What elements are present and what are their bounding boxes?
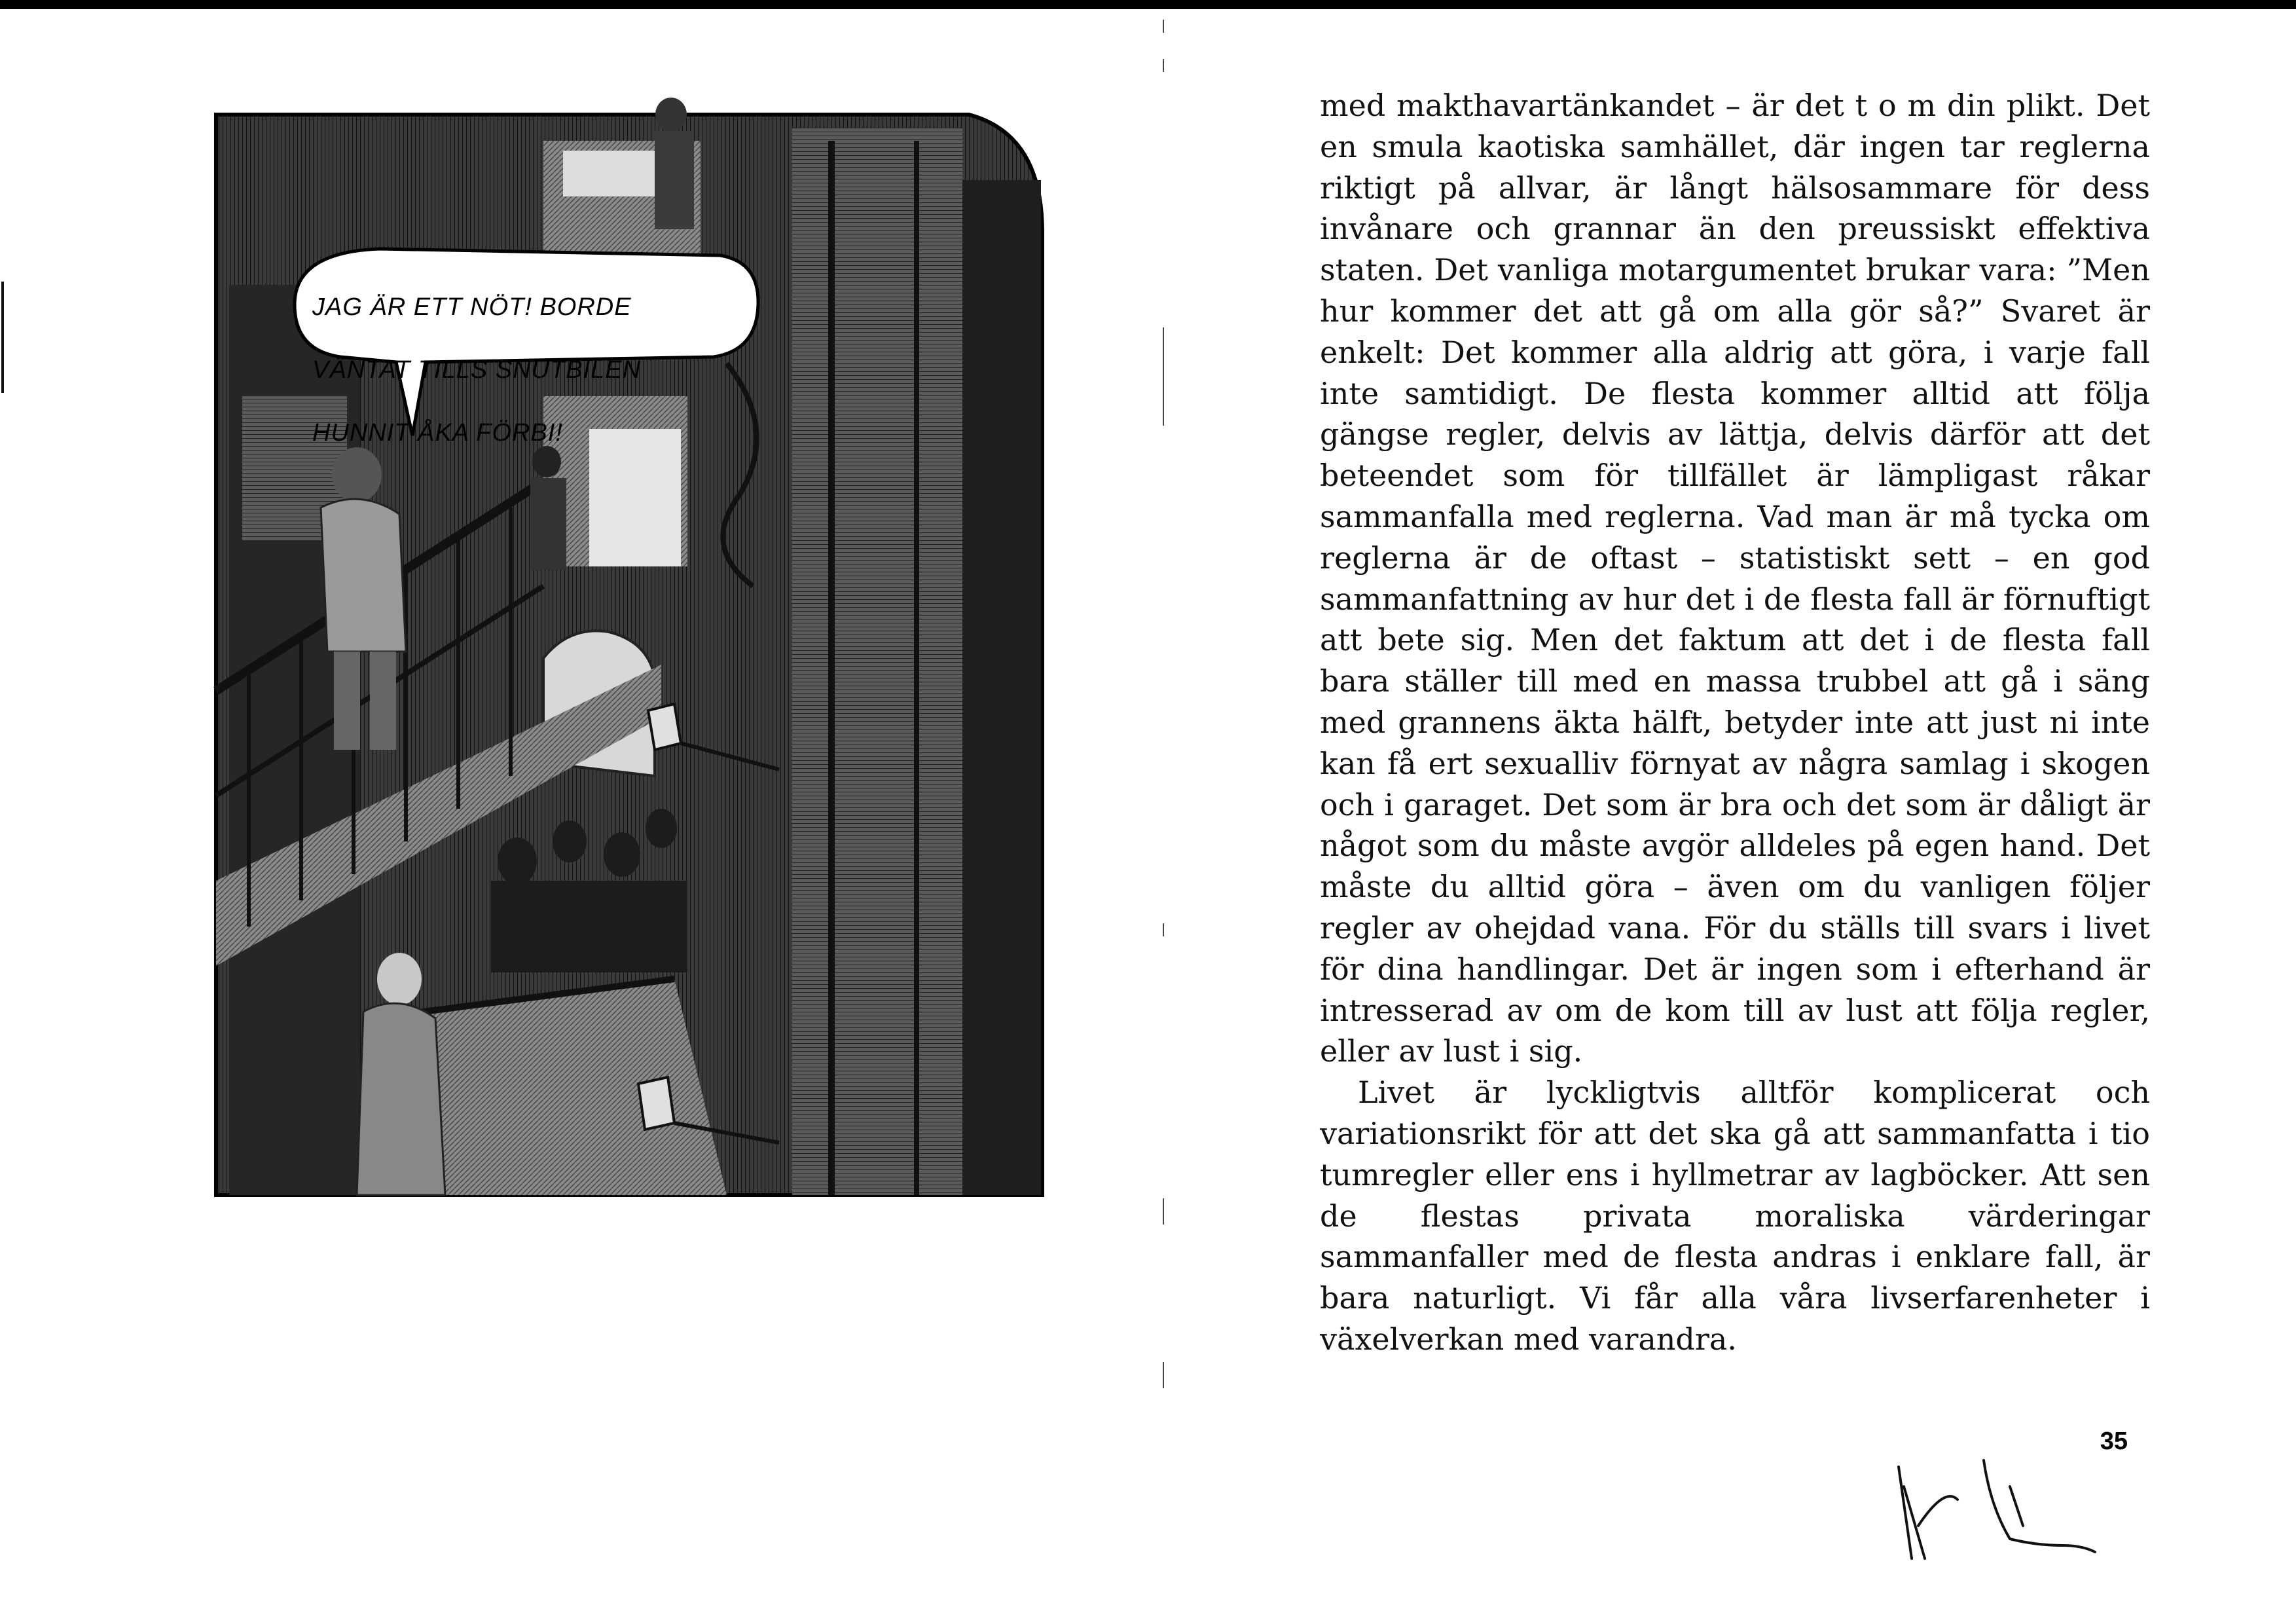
speech-bubble: [291, 246, 697, 447]
page-number: 35: [2100, 1428, 2128, 1455]
speech-bubble-line-1: JAG ÄR ETT NÖT! BORDE: [312, 293, 632, 321]
speech-bubble-line-2: VÄNTAT TILLS SNUTBILEN: [312, 356, 642, 384]
engraving-illustration: [203, 88, 1049, 1198]
body-text: [1320, 85, 2150, 1360]
top-border: [0, 0, 2296, 9]
handwritten-signature: [1886, 1447, 2108, 1578]
spread-gutter: [1157, 20, 1169, 1591]
page-edge-mark: [0, 282, 7, 393]
paragraph: med makthavartänkandet – är det t o m din plikt. Det en smula kaotiska samhället, där ingen tar reglerna riktigt på allvar, är långt hälsosammare för dess invånare och grannar än den preussiskt effektiva staten. Det vanliga motargumentet brukar vara: ”Men hur kommer det att gå om alla gör så?” Svaret är enkelt: Det kommer alla aldrig att göra, i varje fall inte samtidigt. De flesta kommer alltid att följa gängse regler, delvis av lättja, delvis därför att det beteendet som för tillfället är lämpligast råkar sammanfalla med reglerna. Vad man är må tycka om reglerna är de oftast – statistiskt sett – en god sammanfattning av hur det i de flesta fall är förnuftigt att bete sig. Men det faktum att det i de flesta fall bara ställer till med en massa trubbel att gå i säng med grannens äkta hälft, betyder inte att just ni inte kan få ert sexualliv förnyat av några samlag i skogen och i garaget. Det som är bra och det som är dåligt är något som du måste avgör alldeles på egen hand. Det måste du alltid göra – även om du vanligen följer regler av ohejdad vana. För du ställs till svars i livet för dina handlingar. Det är ingen som i efterhand är intresserad av om de kom till av lust att följa regler, eller av lust i sig.: [1320, 88, 2150, 1069]
paragraph: Livet är lyckligtvis alltför komplicerat och variationsrikt för att det ska gå att sammanfatta i tio tumregler eller ens i hyllmetrar av lagböcker. Att sen de flestas privata moraliska värderingar sammanfaller med de flesta andras i enklare fall, är bara naturligt. Vi får alla våra livserfarenheter i växelverkan med varandra.: [1320, 1075, 2150, 1357]
speech-bubble-line-3: HUNNIT ÅKA FÖRBI!: [312, 419, 563, 447]
